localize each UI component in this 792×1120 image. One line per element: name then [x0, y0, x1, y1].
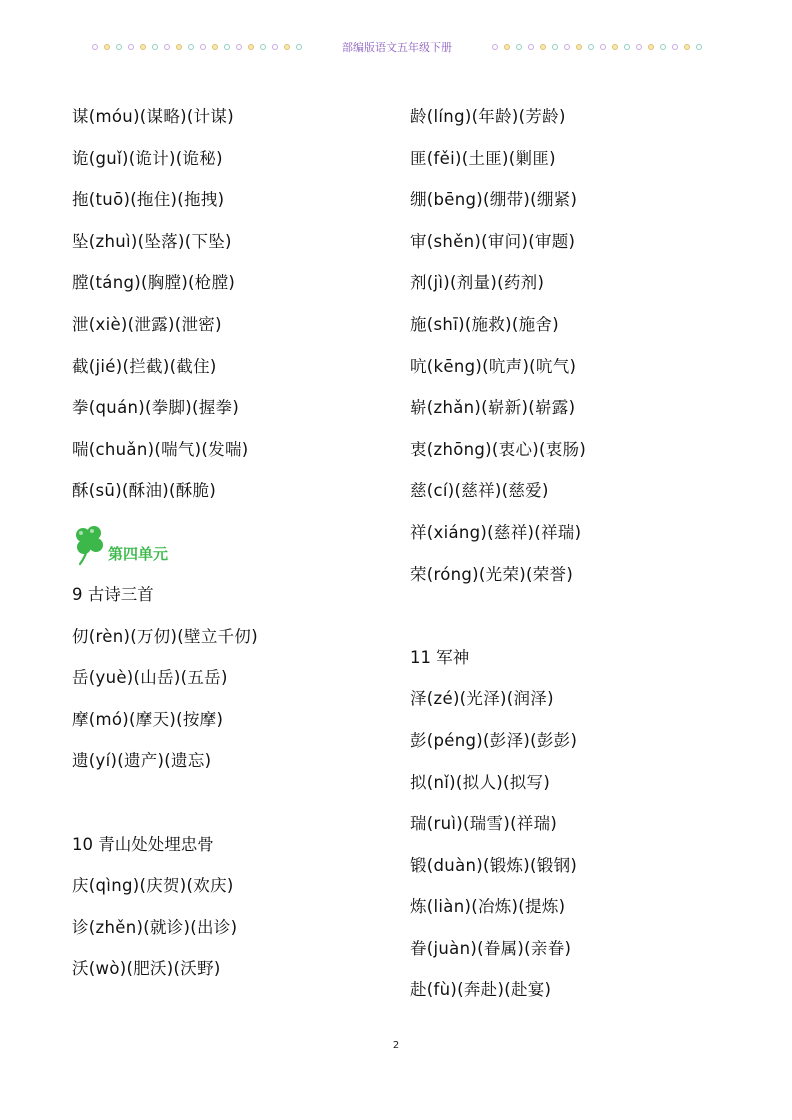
header-title: 部编版语文五年级下册 [342, 41, 452, 54]
vocab-entry: 赴(fù)(奔赴)(赴宴) [410, 980, 552, 1000]
dot-ornament [212, 44, 218, 50]
dot-ornament [140, 44, 146, 50]
dot-ornament [648, 44, 654, 50]
lesson-title: 11 军神 [410, 647, 470, 667]
dot-ornament [188, 44, 194, 50]
page-number: 2 [392, 1040, 400, 1051]
vocab-entry: 沃(wò)(肥沃)(沃野) [72, 959, 221, 979]
dot-ornament [552, 44, 558, 50]
lesson-title: 10 青山处处埋忠骨 [72, 834, 214, 854]
lesson-title: 9 古诗三首 [72, 584, 154, 604]
clover-icon [72, 524, 106, 566]
vocab-entry: 泄(xiè)(泄露)(泄密) [72, 314, 222, 334]
vocab-entry: 诡(guǐ)(诡计)(诡秘) [72, 148, 223, 168]
dot-ornament [176, 44, 182, 50]
vocab-entry: 锻(duàn)(锻炼)(锻钢) [410, 855, 578, 875]
dot-ornament [564, 44, 570, 50]
vocab-entry: 审(shěn)(审问)(审题) [410, 231, 576, 251]
dot-ornament [284, 44, 290, 50]
vocab-entry: 谋(móu)(谋略)(计谋) [72, 107, 234, 126]
dot-ornament [164, 44, 170, 50]
vocab-entry: 剂(jì)(剂量)(药剂) [410, 273, 545, 293]
vocab-entry: 衷(zhōng)(衷心)(衷肠) [410, 439, 587, 459]
dot-ornament [504, 44, 510, 50]
vocab-entry: 匪(fěi)(土匪)(剿匪) [410, 148, 556, 168]
dot-ornament [236, 44, 242, 50]
dot-ornament [224, 44, 230, 50]
vocab-entry: 喘(chuǎn)(喘气)(发喘) [72, 439, 249, 459]
dot-ornament [200, 44, 206, 50]
vocab-entry: 拟(nǐ)(拟人)(拟写) [410, 772, 551, 792]
left-column [72, 96, 392, 990]
vocab-entry: 泽(zé)(光泽)(润泽) [410, 689, 554, 709]
page-header [92, 38, 702, 56]
dot-ornament [260, 44, 266, 50]
vocab-entry: 岳(yuè)(山岳)(五岳) [72, 668, 228, 688]
dot-ornament [104, 44, 110, 50]
dot-ornament [296, 44, 302, 50]
dot-ornament [92, 44, 98, 50]
dot-ornament [588, 44, 594, 50]
vocab-entry: 酥(sū)(酥油)(酥脆) [72, 481, 217, 501]
dot-ornament [696, 44, 702, 50]
dot-ornament [528, 44, 534, 50]
vocab-entry: 膛(táng)(胸膛)(枪膛) [72, 273, 236, 293]
dot-ornament [492, 44, 498, 50]
vocab-entry: 祥(xiáng)(慈祥)(祥瑞) [410, 522, 582, 542]
dot-ornament [272, 44, 278, 50]
dot-ornament [128, 44, 134, 50]
dot-ornament [576, 44, 582, 50]
dot-ornament [636, 44, 642, 50]
spacer [410, 595, 730, 637]
dot-ornament [540, 44, 546, 50]
spacer [72, 782, 392, 824]
vocab-entry: 拳(quán)(拳脚)(握拳) [72, 398, 240, 418]
vocab-entry: 诊(zhěn)(就诊)(出诊) [72, 917, 238, 937]
dot-ornament [600, 44, 606, 50]
vocab-entry: 截(jié)(拦截)(截住) [72, 356, 217, 376]
vocab-entry: 龄(líng)(年龄)(芳龄) [410, 107, 566, 126]
vocab-entry: 慈(cí)(慈祥)(慈爱) [410, 481, 549, 501]
dot-ornament [516, 44, 522, 50]
dot-ornament [612, 44, 618, 50]
dot-ornament [660, 44, 666, 50]
dot-ornament [248, 44, 254, 50]
vocab-entry: 荣(róng)(光荣)(荣誉) [410, 564, 574, 584]
vocab-entry: 绷(bēng)(绷带)(绷紧) [410, 190, 578, 210]
vocab-entry: 崭(zhǎn)(崭新)(崭露) [410, 398, 576, 418]
vocab-entry: 瑞(ruì)(瑞雪)(祥瑞) [410, 814, 558, 834]
vocab-entry: 彭(péng)(彭泽)(彭彭) [410, 730, 578, 750]
right-column [410, 96, 730, 1011]
dot-ornament [684, 44, 690, 50]
vocab-entry: 吭(kēng)(吭声)(吭气) [410, 356, 577, 376]
vocab-entry: 摩(mó)(摩天)(按摩) [72, 709, 224, 729]
vocab-entry: 坠(zhuì)(坠落)(下坠) [72, 231, 232, 251]
dot-ornament [624, 44, 630, 50]
vocab-entry: 拖(tuō)(拖住)(拖拽) [72, 190, 225, 210]
header-dots-left [92, 44, 302, 50]
vocab-entry: 眷(juàn)(眷属)(亲眷) [410, 938, 572, 958]
vocab-entry: 仞(rèn)(万仞)(壁立千仞) [72, 626, 258, 646]
unit-title: 第四单元 [108, 544, 169, 563]
dot-ornament [672, 44, 678, 50]
header-dots-right [492, 44, 702, 50]
vocab-entry: 遗(yí)(遗产)(遗忘) [72, 751, 212, 771]
vocab-entry: 庆(qìng)(庆贺)(欢庆) [72, 876, 234, 896]
vocab-entry: 施(shī)(施救)(施舍) [410, 314, 559, 334]
dot-ornament [152, 44, 158, 50]
vocab-entry: 炼(liàn)(冶炼)(提炼) [410, 897, 566, 917]
unit-heading [72, 512, 392, 574]
dot-ornament [116, 44, 122, 50]
